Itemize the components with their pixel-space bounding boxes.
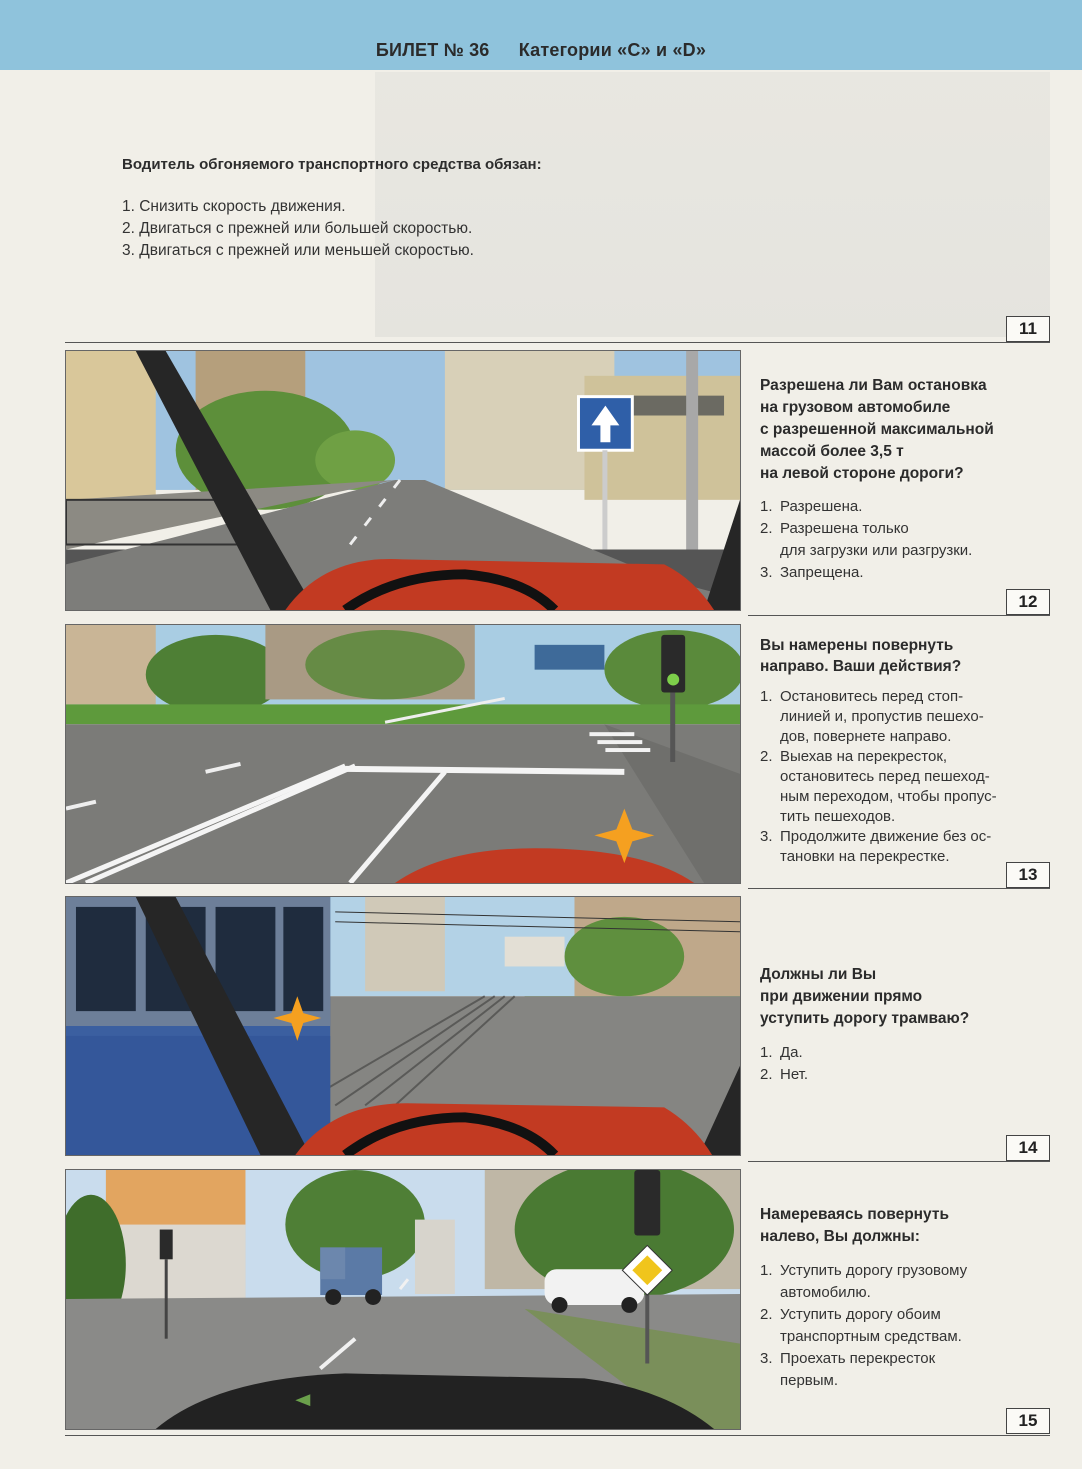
q11-answer-2: 2. Двигаться с прежней или большей скоростью. — [122, 220, 473, 237]
q12-answer-line: 2. Разрешена только — [760, 520, 909, 537]
divider — [748, 888, 1050, 889]
q11-answer-3: 3. Двигаться с прежней или меньшей скоростью. — [122, 242, 474, 259]
q15-answers — [760, 1260, 1060, 1392]
q13-answer-line: линией и, пропустив пешехо- — [780, 708, 984, 725]
q15-answer-line: транспортным средствам. — [780, 1328, 962, 1345]
q13-number-box: 13 — [1006, 862, 1050, 888]
q15-answer-line: автомобилю. — [780, 1284, 871, 1301]
q13-answer-line: тановки на перекрестке. — [780, 848, 950, 865]
q15-answer-line: первым. — [780, 1372, 839, 1389]
q13-answer-line: дов, повернете направо. — [780, 728, 952, 745]
q12-number-box: 12 — [1006, 589, 1050, 615]
ticket-category: Категории «С» и «D» — [518, 40, 707, 60]
ticket-number: БИЛЕТ № 36 — [375, 40, 490, 60]
q13-answer-line: тить пешеходов. — [780, 808, 896, 825]
q13-answer-line: остановитесь перед пешеход- — [780, 768, 990, 785]
divider — [65, 342, 1050, 343]
q13-answer-line: ным переходом, чтобы пропус- — [780, 788, 997, 805]
q14-number-box: 14 — [1006, 1135, 1050, 1161]
q12-question: Разрешена ли Вам остановка на грузовом автомобиле с разрешенной максимальной массой более 3,5 т на левой стороне дороги? — [760, 377, 994, 482]
q15-answer-line: 1. Уступить дорогу грузовому — [760, 1262, 968, 1279]
q12-answer-line: для загрузки или разгрузки. — [780, 542, 973, 559]
page-header — [0, 40, 1082, 61]
q15-question: Намереваясь повернуть налево, Вы должны: — [760, 1206, 949, 1245]
q11-number-box: 11 — [1006, 316, 1050, 342]
q11-answers — [122, 196, 474, 262]
q14-answer-line: 2. Нет. — [760, 1066, 809, 1083]
divider — [748, 615, 1050, 616]
divider — [748, 1161, 1050, 1162]
bleed-through-panel — [375, 72, 1050, 337]
q13-question: Вы намерены повернуть направо. Ваши действия? — [760, 637, 962, 675]
q12-answer-line: 1. Разрешена. — [760, 498, 863, 515]
q13-scene-image — [65, 624, 741, 884]
divider — [65, 1435, 1050, 1436]
q13-answer-line: 2. Выехав на перекресток, — [760, 748, 948, 765]
q14-question: Должны ли Вы при движении прямо уступить дорогу трамваю? — [760, 966, 970, 1027]
q13-answer-line: 1. Остановитесь перед стоп- — [760, 688, 964, 705]
q15-answer-line: 3. Проехать перекресток — [760, 1350, 936, 1367]
q13-answers — [760, 687, 1060, 867]
q14-answer-line: 1. Да. — [760, 1044, 803, 1061]
q15-scene-image — [65, 1169, 741, 1430]
q12-scene-image — [65, 350, 741, 611]
q14-answers — [760, 1042, 1060, 1086]
q12-answer-line: 3. Запрещена. — [760, 564, 864, 581]
q14-scene-image — [65, 896, 741, 1156]
q13-answer-line: 3. Продолжите движение без ос- — [760, 828, 992, 845]
q15-answer-line: 2. Уступить дорогу обоим — [760, 1306, 941, 1323]
q12-answers — [760, 496, 1060, 584]
q15-number-box: 15 — [1006, 1408, 1050, 1434]
q11-question: Водитель обгоняемого транспортного средства обязан: — [122, 156, 542, 173]
q11-answer-1: 1. Снизить скорость движения. — [122, 198, 346, 215]
